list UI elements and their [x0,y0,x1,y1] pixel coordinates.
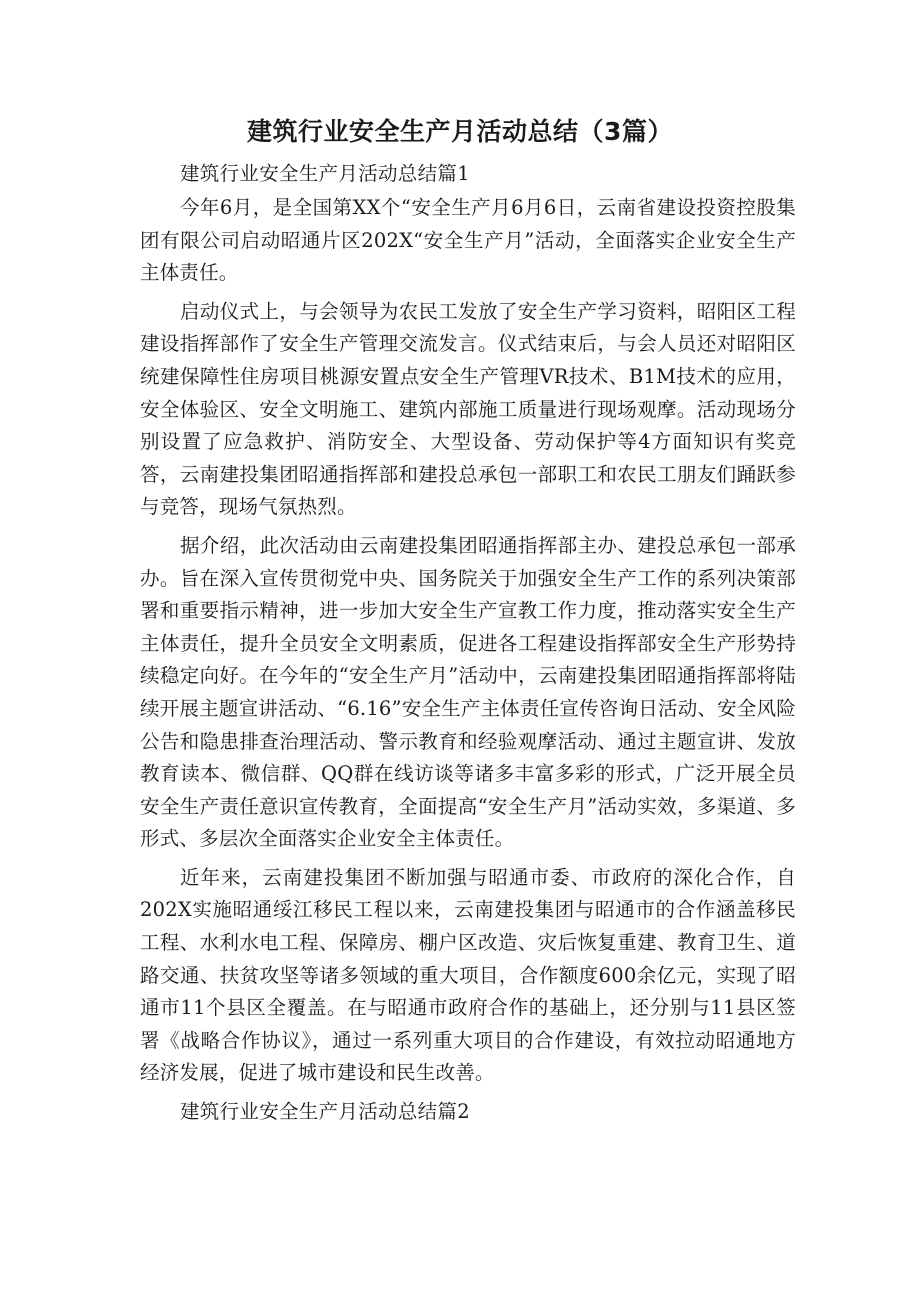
paragraph-2: 启动仪式上，与会领导为农民工发放了安全生产学习资料，昭阳区工程建设指挥部作了安全生产管理交流发言。仪式结束后，与会人员还对昭阳区统建保障性住房项目桃源安置点安全生产管理VR技术、B1M技术的应用，安全体验区、安全文明施工、建筑内部施工质量进行现场观摩。活动现场分别设置了应急救护、消防安全、大型设备、劳动保护等4方面知识有奖竞答，云南建投集团昭通指挥部和建投总承包一部职工和农民工朋友们踊跃参与竞答，现场气氛热烈。 [140,299,796,519]
paragraph-4: 近年来，云南建投集团不断加强与昭通市委、市政府的深化合作，自202X实施昭通绥江移民工程以来，云南建投集团与昭通市的合作涵盖移民工程、水利水电工程、保障房、棚户区改造、灾后恢复重建、教育卫生、道路交通、扶贫攻坚等诸多领域的重大项目，合作额度600余亿元，实现了昭通市11个县区全覆盖。在与昭通市政府合作的基础上，还分别与11县区签署《战略合作协议》，通过一系列重大项目的合作建设，有效拉动昭通地方经济发展，促进了城市建设和民生改善。 [140,865,796,1085]
document-body [140,158,796,1130]
section-1-heading: 建筑行业安全生产月活动总结篇1 [180,162,470,185]
paragraph-1: 今年6月，是全国第XX个“安全生产月6月6日，云南省建设投资控股集团有限公司启动昭通片区202X“安全生产月”活动，全面落实企业安全生产主体责任。 [140,196,796,285]
section-2-heading: 建筑行业安全生产月活动总结篇2 [180,1100,470,1124]
paragraph-3: 据介绍，此次活动由云南建投集团昭通指挥部主办、建投总承包一部承办。旨在深入宣传贯彻党中央、国务院关于加强安全生产工作的系列决策部署和重要指示精神，进一步加大安全生产宣教工作力度，推动落实安全生产主体责任，提升全员安全文明素质，促进各工程建设指挥部安全生产形势持续稳定向好。在今年的“安全生产月”活动中，云南建投集团昭通指挥部将陆续开展主题宣讲活动、“6.16”安全生产主体责任宣传咨询日活动、安全风险公告和隐患排查治理活动、警示教育和经验观摩活动、通过主题宣讲、发放教育读本、微信群、QQ群在线访谈等诸多丰富多彩的形式，广泛开展全员安全生产责任意识宣传教育，全面提高“安全生产月”活动实效，多渠道、多形式、多层次全面落实企业安全主体责任。 [140,533,796,851]
document-title: 建筑行业安全生产月活动总结（3篇） [247,117,673,146]
